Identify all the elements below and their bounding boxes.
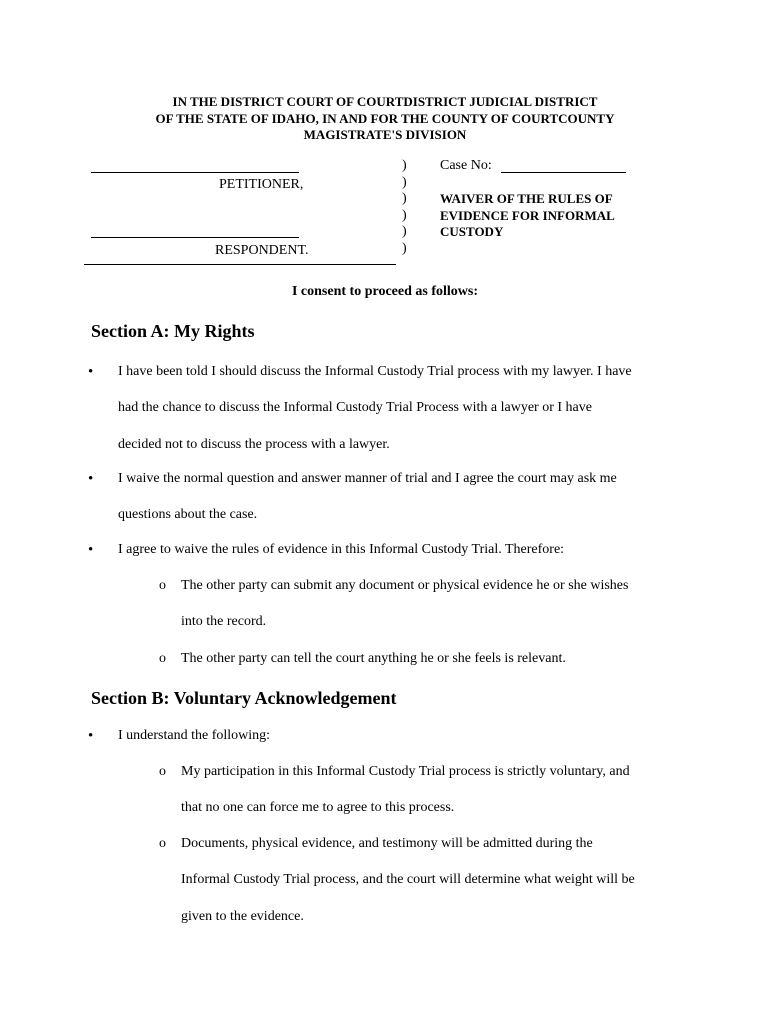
case-number-blank	[501, 172, 626, 173]
text-line: Informal Custody Trial process, and the court will determine what weight will be	[181, 872, 635, 888]
document-title	[440, 191, 615, 241]
list-item-text	[118, 532, 688, 568]
text-line: Documents, physical evidence, and testimony will be admitted during the	[181, 836, 593, 851]
text-line: I waive the normal question and answer manner of trial and I agree the court may ask me	[118, 471, 617, 486]
consent-statement: I consent to proceed as follows:	[291, 284, 478, 299]
sub-list-item-text	[181, 568, 701, 641]
petitioner-label: PETITIONER,	[219, 177, 304, 192]
list-item-text	[118, 461, 688, 534]
caption-paren: )	[402, 158, 407, 173]
text-line: given to the evidence.	[181, 908, 304, 924]
sub-list-item-text	[181, 641, 701, 677]
sub-bullet-icon: o	[159, 578, 166, 593]
court-header	[0, 94, 770, 144]
caption-paren: )	[402, 174, 407, 190]
bullet-icon: •	[88, 728, 94, 744]
text-line: I agree to waive the rules of evidence in this Informal Custody Trial. Therefore:	[118, 542, 565, 557]
caption-divider	[402, 158, 407, 257]
caption-paren: )	[402, 207, 407, 223]
text-line: I understand the following:	[118, 728, 271, 743]
sub-bullet-icon: o	[159, 764, 166, 779]
sub-bullet-icon: o	[159, 836, 166, 851]
bullet-icon: •	[88, 471, 94, 487]
text-line: The other party can tell the court anything he or she feels is relevant.	[181, 651, 566, 666]
caption-paren: )	[402, 224, 407, 239]
text-line: My participation in this Informal Custody Trial process is strictly voluntary, and	[181, 764, 630, 779]
case-number-label: Case No:	[440, 158, 492, 173]
bullet-icon: •	[88, 364, 94, 380]
text-line: had the chance to discuss the Informal Custody Trial Process with a lawyer or I have	[118, 400, 592, 416]
court-header-line-3: MAGISTRATE'S DIVISION	[303, 127, 467, 142]
document-title-line: WAIVER OF THE RULES OF	[440, 191, 613, 206]
section-a-heading: Section A: My Rights	[91, 321, 255, 341]
document-title-line: CUSTODY	[440, 224, 504, 239]
bullet-icon: •	[88, 542, 94, 558]
text-line: The other party can submit any document or physical evidence he or she wishes	[181, 578, 629, 593]
sub-list-item-text	[181, 754, 701, 827]
text-line: decided not to discuss the process with a lawyer.	[118, 436, 390, 452]
list-item-text	[118, 718, 688, 754]
list-item-text	[118, 354, 688, 463]
text-line: questions about the case.	[118, 507, 258, 523]
text-line: into the record.	[181, 614, 267, 630]
text-line: that no one can force me to agree to this process.	[181, 800, 455, 816]
caption-parties	[84, 158, 396, 265]
court-header-line-2: OF THE STATE OF IDAHO, IN AND FOR THE COUNTY OF COURTCOUNTY	[155, 110, 615, 126]
respondent-name-blank	[91, 237, 299, 238]
sub-bullet-icon: o	[159, 651, 166, 666]
court-header-line-1: IN THE DISTRICT COURT OF COURTDISTRICT JUDICIAL DISTRICT	[172, 94, 598, 109]
caption-paren: )	[402, 240, 407, 256]
petitioner-name-blank	[91, 172, 299, 173]
document-title-line: EVIDENCE FOR INFORMAL	[440, 207, 615, 223]
section-b-heading: Section B: Voluntary Acknowledgement	[91, 688, 397, 708]
caption-paren: )	[402, 191, 407, 206]
sub-list-item-text	[181, 826, 701, 935]
respondent-label: RESPONDENT.	[215, 243, 309, 258]
text-line: I have been told I should discuss the Informal Custody Trial process with my lawyer. I have	[118, 364, 632, 379]
